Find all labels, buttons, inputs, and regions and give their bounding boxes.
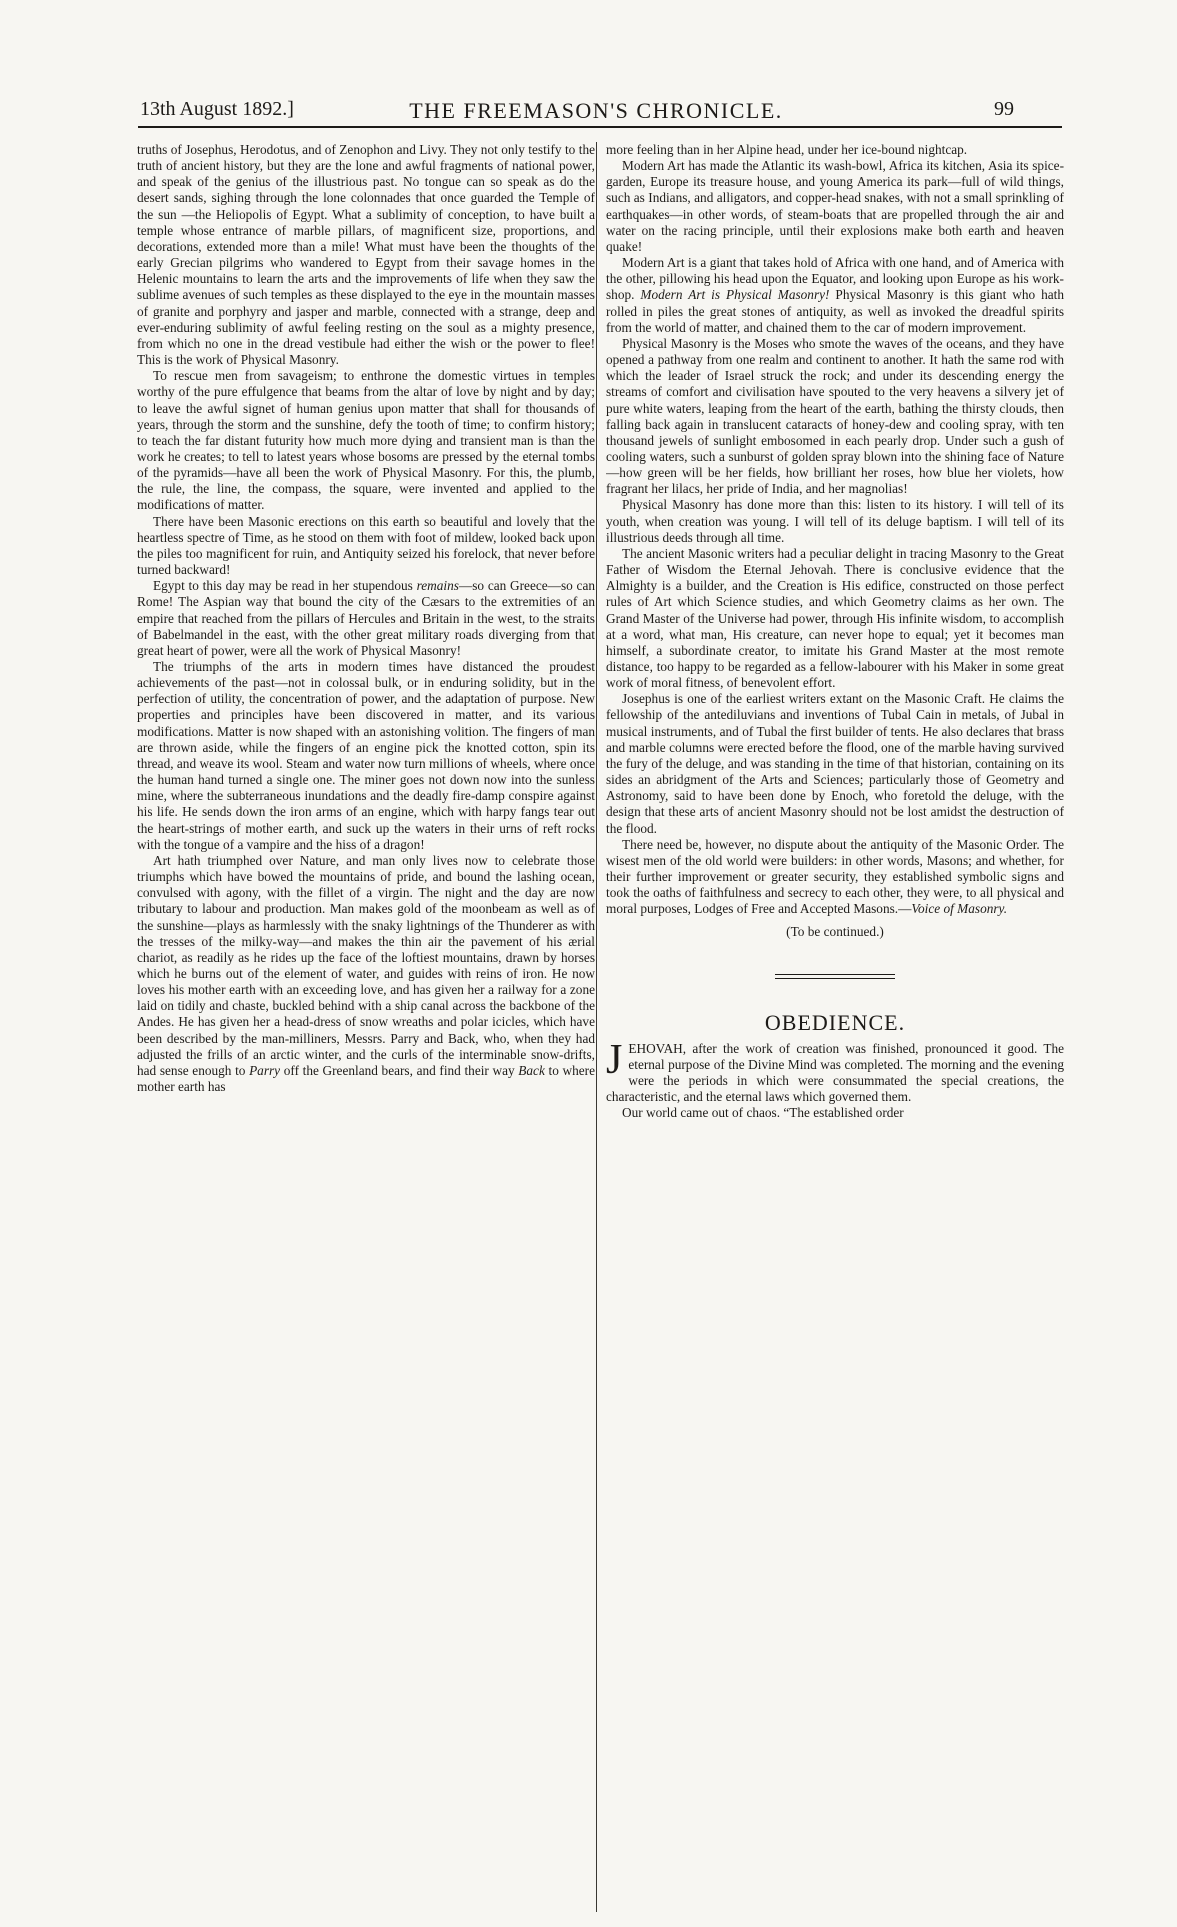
text-run: Physical Masonry is this giant who hath rolled in piles the great stones of antiquity, as well as invoked the dreadful spirits from the world of matter, and chained them to the car of modern improvement. — [606, 287, 1064, 335]
paragraph: Physical Masonry is the Moses who smote the waves of the oceans, and they have opened a pathway from one realm and continent to another. It hath the same rod with which the leader of Israel struck the rock; and under its descending energy the streams of comfort and civilisation have spouted to the very heavens a silvery jet of pure white waters, leaping from the heart of the earth, bathing the thirsty clouds, then falling back again in translucent cataracts of honey-dew and cooling spray, with ten thousand jewels of sunlight embosomed in each pearly drop. Under such a gush of cooling waters, such a sunburst of golden spray blown into the shining face of Nature—how green will be her fields, how brilliant her roses, how blue her violets, how fragrant her lilacs, her pride of India, and her magnolias! — [606, 335, 1064, 497]
continued-note: (To be continued.) — [786, 923, 884, 939]
italic-text: Modern Art is Physical Masonry! — [640, 287, 830, 303]
paragraph — [137, 853, 595, 1095]
article-heading: OBEDIENCE. — [764, 1009, 906, 1035]
text-run: to where mother earth has — [137, 1062, 595, 1095]
header-rule — [138, 126, 1062, 128]
section-separator — [775, 974, 895, 979]
italic-text: Back — [518, 1062, 545, 1078]
paragraph: The ancient Masonic writers had a peculiar delight in tracing Masonry to the Great Father of Wisdom the Eternal Jehovah. There is conclusive evidence that the Almighty is a builder, and the Creation is His edifice, constructed on those perfect rules of Art which Science studies, and which Geometry claims as her own. The Grand Master of the Universe had power, through His infinite wisdom, to accomplish at a word, what man, His creature, can never hope to equal; yet it becomes man himself, a subordinate creator, to imitate his Grand Master at the most remote distance, too happy to be regarded as a fellow-labourer with his Maker in some great work of moral fitness, of benevolent effort. — [606, 545, 1064, 691]
paragraph: Modern Art has made the Atlantic its wash-bowl, Africa its kitchen, Asia its spice-garden, Europe its treasure house, and young America its park—full of wild things, such as Indians, and alligators, and copper-head snakes, with not a small sprinkling of earthquakes—in other words, of steam-boats that are propelled through the air and water on the racing principle, until their explosions make both earth and heaven quake! — [606, 158, 1064, 254]
paragraph: more feeling than in her Alpine head, under her ice-bound nightcap. — [606, 142, 968, 157]
drop-cap: J — [606, 1036, 623, 1083]
paragraph: truths of Josephus, Herodotus, and of Zenophon and Livy. They not only testify to the truth of ancient history, but they are the lone and awful fragments of national power, and speak of the genius of the illustrious past. No tongue can so speak as do the desert sands, sighing through the lone colonnades that once guarded the Temple of the sun —the Heliopolis of Egypt. What a sublimity of conception, to have built a temple whose entrance of marble pillars, of magnificent size, proportions, and decorations, extended more than a mile! What must have been the thoughts of the early Grecian pilgrims who wandered to Egypt from their savage homes in the Helenic mountains to learn the arts and the improvements of life when they saw the sublime avenues of such temples as these displayed to the eye in the mountain masses of granite and porphyry and jasper and marble, connected with a strange, deep and ever-enduring sublimity of awful feeling resting on the soul as a mighty presence, from which no one in the dread vestibule had either the wish or the power to flee! This is the work of Physical Masonry. — [137, 142, 595, 368]
text-run: There need be, however, no dispute about the antiquity of the Masonic Order. The wisest men of the old world were builders: in other words, Masons; and whether, for their further improvement or greater security, they established symbolic signs and took the oaths of faithfulness and secrecy to each other, they were, to all physical and moral purposes, Lodges of Free and Accepted Masons.— — [606, 836, 1064, 917]
text-run: Egypt to this day may be read in her stupendous — [153, 578, 417, 594]
issue-date: 13th August 1892.] — [140, 98, 294, 120]
paragraph — [606, 1036, 1064, 1106]
paragraph: Physical Masonry has done more than this: listen to its history. I will tell of its youth, when creation was young. I will tell of its deluge baptism. I will tell of its illustrious deeds through all time. — [606, 497, 1064, 545]
paragraph — [606, 255, 1064, 336]
page-number: 99 — [994, 98, 1014, 120]
separator-rule — [775, 974, 895, 975]
source-citation: Voice of Masonry. — [911, 901, 1008, 917]
paragraph — [137, 578, 595, 659]
text-run: Art hath triumphed over Nature, and man only lives now to celebrate those triumphs which have bowed the mountains of pride, and bound the lashing ocean, convulsed with agony, with the fillet of a virgin. The night and the day are now tributary to labour and production. Man makes gold of the moonbeam as well as of the sunshine—plays as harmlessly with the snaky lightnings of the Thunderer as with the tresses of the milky-way—and makes the thin air the pavement of his ærial chariot, as readily as he rides up the face of the loftiest mountains, drawn by horses which he burns out of the element of water, and guides with reins of iron. He now loves his mother earth with an exceeding love, and has given her a railway for a zone laid on tidily and chaste, buckled behind with a ship canal across the backbone of the Andes. He has given her a head-dress of snow wreaths and polar icicles, which have been described by the man-milliners, Messrs. Parry and Back, who, when they had adjusted the frills of an arctic winter, and the curls of the interminable snow-drifts, had sense enough to — [137, 852, 595, 1078]
paragraph — [606, 837, 1064, 918]
paragraph: The triumphs of the arts in modern times have distanced the proudest achievements of the past—not in colossal bulk, or in enduring solidity, but in the perfection of utility, the concentration of power, and the adaptation of purpose. New properties and principles have been discovered in matter, and its various modifications. Matter is now shaped with an astonishing volition. The fingers of man are thrown aside, while the fingers of an engine pick the knotted cotton, spin its thread, and weave its wool. Steam and water now turn millions of wheels, where once the human hand turned a single one. The miner goes not down now into the sunless mine, where the subterraneous inundations and the deadly fire-damp conspire against his life. He sends down the iron arms of an engine, which with harpy fangs tear out the heart-strings of mother earth, and suck up the waters in their urns of reft rocks with the tongue of a vampire and the hiss of a dragon! — [137, 659, 595, 852]
paragraph: Our world came out of chaos. “The established order — [622, 1105, 904, 1121]
text-run: Modern Art is a giant that takes hold of Africa with one hand, and of America with the other, pillowing his head upon the Equator, and looking upon Europe as his work-shop. — [606, 255, 1064, 303]
paragraph: To rescue men from savageism; to enthrone the domestic virtues in temples worthy of the pure effulgence that beams from the altar of love by night and by day; to leave the awful signet of human genius upon matter that shall for thousands of years, through the storm and the sunshine, defy the tooth of time; to confirm history; to teach the far distant futurity how much more dying and transient man is than the work he creates; to tell to latest years whose bosoms are pressed by the eternal tombs of the pyramids—have all been the work of Physical Masonry. For this, the plumb, the rule, the line, the compass, the square, were invented and applied to the modifications of matter. — [137, 368, 595, 513]
italic-text: Parry — [249, 1062, 281, 1078]
separator-rule — [775, 978, 895, 979]
text-run: EHOVAH, after the work of creation was finished, pronounced it good. The eternal purpose of the Divine Mind was completed. The morning and the evening were the periods in which were consummated the special creations, the characteristic, and the eternal laws which governed them. — [606, 1040, 1064, 1105]
page-header — [130, 96, 1062, 130]
column-divider — [596, 142, 597, 1912]
italic-text: remains — [416, 578, 459, 594]
paragraph: There have been Masonic erections on this earth so beautiful and lovely that the heartless spectre of Time, as he stood on them with foot of mildew, looked back upon the piles too magnificent for ruin, and Antiquity seized his forelock, that never before turned backward! — [137, 513, 595, 578]
paragraph: Josephus is one of the earliest writers extant on the Masonic Craft. He claims the fellowship of the antediluvians and inventions of Tubal Cain in metals, of Jubal in musical instruments, and of Tubal the first builder of tents. He also declares that brass and marble columns were erected before the flood, one of the marble having survived the fury of the deluge, and was standing in the time of that historian, containing on its sides an abridgment of the Arts and Sciences; particularly those of Geometry and Astronomy, said to have been done by Enoch, who foretold the deluge, with the design that these arts of ancient Masonry should not be lost amidst the destruction of the flood. — [606, 691, 1064, 836]
publication-title: THE FREEMASON'S CHRONICLE. — [409, 98, 783, 123]
left-column — [137, 142, 595, 1912]
text-run: —so can Greece—so can Rome! The Aspian way that bound the city of the Cæsars to the extremities of an empire that reached from the pillars of Hercules and Britain in the west, to the straits of Babelmandel in the east, with the other great military roads diverging from that great heart of power, were all the work of Physical Masonry! — [137, 578, 595, 658]
right-column — [606, 142, 1064, 1912]
text-run: off the Greenland bears, and find their way — [280, 1062, 519, 1078]
